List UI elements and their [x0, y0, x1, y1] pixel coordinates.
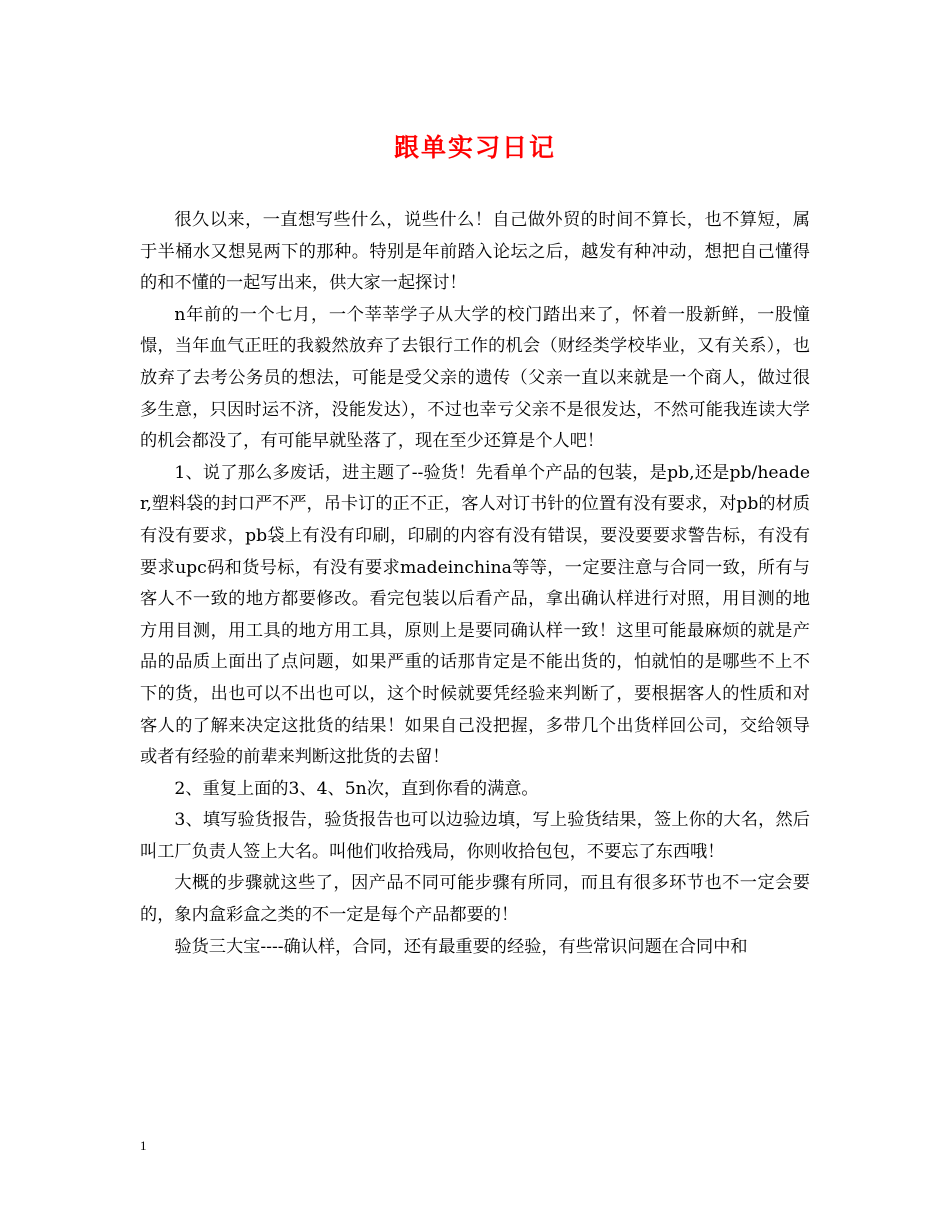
paragraph-three-treasures: 验货三大宝----确认样，合同，还有最重要的经验，有些常识问题在合同中和 — [174, 936, 748, 957]
document-title: 跟单实习日记 — [393, 133, 556, 162]
page-number: 1 — [140, 1138, 147, 1153]
paragraph-step-2: 2、重复上面的3、4、5n次，直到你看的满意。 — [174, 778, 539, 799]
document-body — [140, 205, 810, 963]
paragraph-intro: 很久以来，一直想写些什么，说些什么！自己做外贸的时间不算长，也不算短，属于半桶水又想晃两下的那种。特别是年前踏入论坛之后，越发有种冲动，想把自己懂得的和不懂的一起写出来，供大家一起探讨！ — [140, 210, 810, 294]
paragraph-step-1: 1、说了那么多废话，进主题了--验货！先看单个产品的包装，是pb,还是pb/header,塑料袋的封口严不严，吊卡订的正不正，客人对订书针的位置有没有要求，对pb的材质有没有要求，pb袋上有没有印刷，印刷的内容有没有错误，要没要要求警告标，有没有要求upc码和货号标，有没有要求madeinchina等等，一定要注意与合同一致，所有与客人不一致的地方都要修改。看完包装以后看产品，拿出确认样进行对照，用目测的地方用目测，用工具的地方用工具，原则上是要同确认样一致！这里可能最麻烦的就是产品的品质上面出了点问题，如果严重的话那肯定是不能出货的，怕就怕的是哪些不上不下的货，出也可以不出也可以，这个时候就要凭经验来判断了，要根据客人的性质和对客人的了解来决定这批货的结果！如果自己没把握，多带几个出货样回公司，交给领导或者有经验的前辈来判断这批货的去留！ — [140, 462, 810, 768]
paragraph-step-3: 3、填写验货报告，验货报告也可以边验边填，写上验货结果，签上你的大名，然后叫工厂负责人签上大名。叫他们收拾残局，你则收拾包包，不要忘了东西哦！ — [140, 810, 810, 862]
paragraph-background: n年前的一个七月，一个莘莘学子从大学的校门踏出来了，怀着一股新鲜，一股憧憬，当年血气正旺的我毅然放弃了去银行工作的机会（财经类学校毕业，又有关系），也放弃了去考公务员的想法，可能是受父亲的遗传（父亲一直以来就是一个商人，做过很多生意，只因时运不济，没能发达），不过也幸亏父亲不是很发达，不然可能我连读大学的机会都没了，有可能早就坠落了，现在至少还算是个人吧！ — [140, 304, 810, 452]
paragraph-summary: 大概的步骤就这些了，因产品不同可能步骤有所同，而且有很多环节也不一定会要的，象内盒彩盒之类的不一定是每个产品都要的！ — [140, 873, 810, 926]
